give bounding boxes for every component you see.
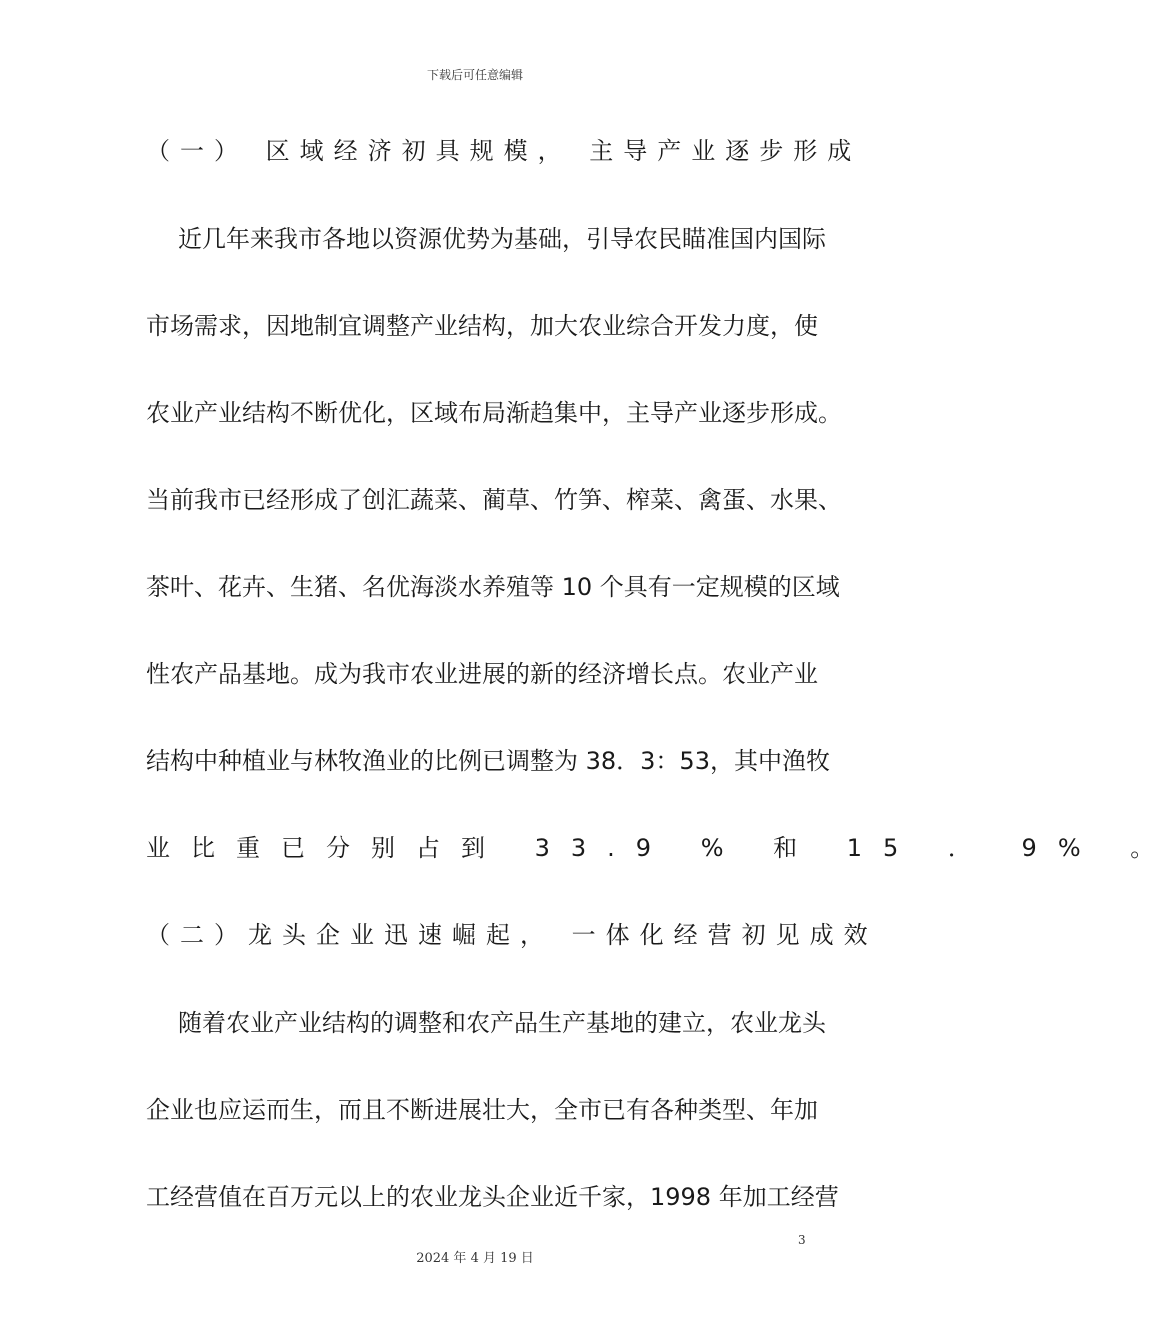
- section-heading-1: （一） 区域经济初具规模， 主导产业逐步形成: [146, 137, 862, 165]
- paragraph-line: 农业产业结构不断优化，区域布局渐趋集中，主导产业逐步形成。: [146, 399, 842, 427]
- paragraph-line: 工经营值在百万元以上的农业龙头企业近千家，1998 年加工经营: [146, 1183, 839, 1211]
- page-number: 3: [798, 1233, 806, 1247]
- paragraph-line: 性农产品基地。成为我市农业进展的新的经济增长点。农业产业: [146, 660, 818, 688]
- paragraph-line: 茶叶、花卉、生猪、名优海淡水养殖等 10 个具有一定规模的区域: [146, 573, 840, 601]
- paragraph-line: 结构中种植业与林牧渔业的比例已调整为 38．3：53，其中渔牧: [146, 747, 830, 775]
- paragraph-line: 随着农业产业结构的调整和农产品生产基地的建立，农业龙头: [178, 1009, 826, 1037]
- section-heading-2: （二）龙头企业迅速崛起， 一体化经营初见成效: [146, 921, 878, 949]
- page-footer-date: 2024 年 4 月 19 日: [416, 1251, 534, 1266]
- paragraph-line: 企业也应运而生，而且不断进展壮大，全市已有各种类型、年加: [146, 1096, 818, 1124]
- paragraph-line: 近几年来我市各地以资源优势为基础，引导农民瞄准国内国际: [178, 225, 826, 253]
- paragraph-line: 市场需求，因地制宜调整产业结构，加大农业综合开发力度，使: [146, 312, 818, 340]
- paragraph-line: 当前我市已经形成了创汇蔬菜、蔺草、竹笋、榨菜、禽蛋、水果、: [146, 486, 842, 514]
- page-header: 下载后可任意编辑: [426, 68, 523, 82]
- paragraph-line: 业比重已分别占到 33.9 % 和 15 ． 9% 。: [146, 834, 1175, 862]
